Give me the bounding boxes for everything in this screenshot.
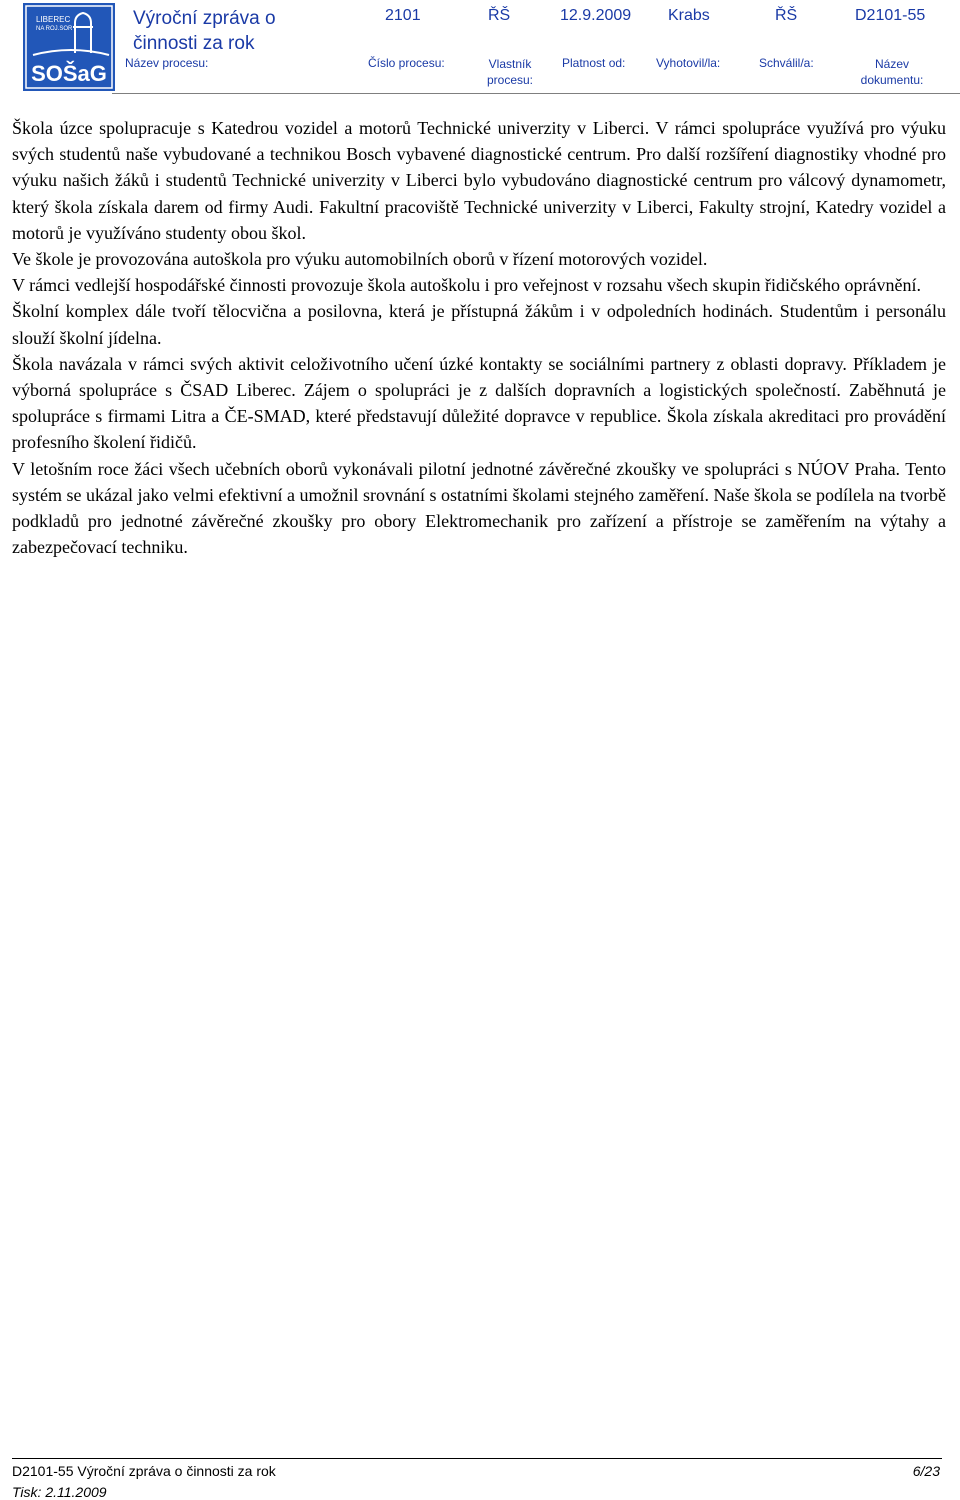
document-header xyxy=(12,0,960,95)
footer-document-reference: D2101-55 Výroční zpráva o činnosti za rok xyxy=(12,1463,276,1479)
paragraph-driving-school: Ve škole je provozována autoškola pro výuku automobilních oborů v řízení motorových vozidel. xyxy=(12,249,708,270)
header-divider xyxy=(112,93,960,94)
label-owner: Vlastník procesu: xyxy=(486,57,534,87)
school-logo xyxy=(23,3,115,91)
print-date: Tisk: 2.11.2009 xyxy=(12,1484,107,1500)
label-process-number: Číslo procesu: xyxy=(368,56,445,70)
page-number: 6/23 xyxy=(912,1463,940,1479)
footer-divider xyxy=(12,1458,942,1459)
document-title: Výroční zpráva o činnosti za rok xyxy=(133,8,276,54)
logo-subtext: NA ROJ.SOR xyxy=(36,26,73,32)
label-process-name: Název procesu: xyxy=(125,56,209,70)
paragraph-final-exams: V letošním roce žáci všech učebních oborů vykonávali pilotní jednotné závěrečné zkoušky ve spolupráci s NÚOV Praha. Tento systém se ukázal jako velmi efektivní a umožnil srovnání s ostatními školami stejného zaměření. Naše škola se podílela na tvorbě podkladů pro jednotné závěrečné zkoušky pro obory Elektromechanik pro zařízení a přístroje se zaměřením na výtahy a zabezpečovací techniku. xyxy=(12,458,946,558)
label-document-name: Název dokumentu: xyxy=(860,57,924,87)
valid-from-date: 12.9.2009 xyxy=(560,7,632,24)
logo-wordmark: SOŠaG xyxy=(31,61,107,86)
label-valid-from: Platnost od: xyxy=(562,56,626,70)
document-body xyxy=(12,115,946,560)
process-owner: ŘŠ xyxy=(488,7,511,24)
paragraph-university-cooperation: Škola úzce spolupracuje s Katedrou vozidel a motorů Technické univerzity v Liberci. V rámci spolupráce využívá pro výuku svých studentů naše vybudované a technikou Bosch vybavené diagnostické centrum. Pro další rozšíření diagnostiky vhodné pro výuku našich žáků i studentů Technické univerzity v Liberci bylo vybudováno diagnostické centrum pro válcový dynamometr, který škola získala darem od firmy Audi. Fakultní pracoviště Technické univerzity v Liberci, Fakulty strojní, Katedry vozidel a motorů je využíváno studenty obou škol. xyxy=(12,118,946,243)
paragraph-school-facilities: Školní komplex dále tvoří tělocvična a posilovna, která je přístupná žákům i v odpoledních hodinách. Studentům i personálu slouží školní jídelna. xyxy=(12,301,946,348)
approved-by: ŘŠ xyxy=(775,7,798,24)
paragraph-social-partners: Škola navázala v rámci svých aktivit celoživotního učení úzké kontakty se sociálními partnery z oblasti dopravy. Příkladem je výborná spolupráce s ČSAD Liberec. Zájem o spolupráci je z dalších dopravních a logistických společností. Zaběhnutá je spolupráce s firmami Litra a ČE-SMAD, které představují důležité dopravce v republice. Škola získala akreditaci pro provádění profesního školení řidičů. xyxy=(12,353,946,453)
process-number: 2101 xyxy=(385,7,421,24)
document-id: D2101-55 xyxy=(855,7,926,24)
paragraph-public-driving-school: V rámci vedlejší hospodářské činnosti provozuje škola autoškolu i pro veřejnost v rozsahu všech skupin řidičského oprávnění. xyxy=(12,275,921,296)
logo-top-text: LIBEREC xyxy=(36,15,71,24)
label-approved-by: Schválil/a: xyxy=(759,56,814,70)
created-by: Krabs xyxy=(668,7,710,24)
label-created-by: Vyhotovil/la: xyxy=(656,56,721,70)
